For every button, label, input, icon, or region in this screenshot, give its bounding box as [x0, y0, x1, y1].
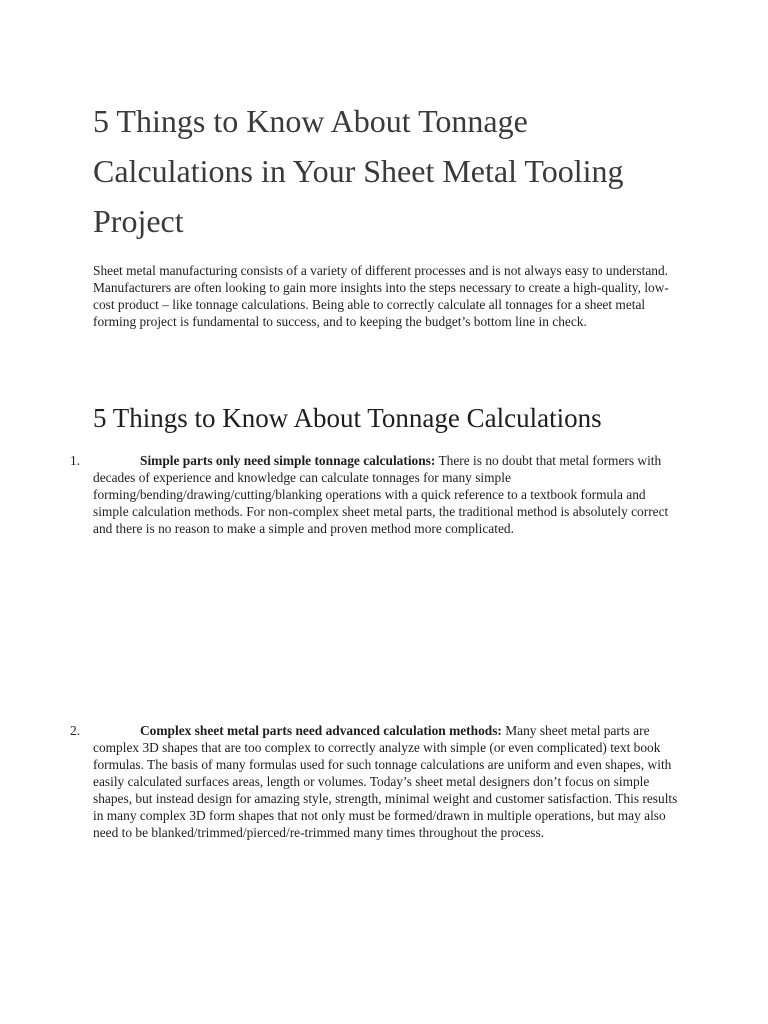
list-item-number: 2.	[70, 723, 81, 738]
list-item-lead: Complex sheet metal parts need advanced calculation methods:	[140, 723, 502, 738]
list-item	[70, 452, 678, 537]
section-heading: 5 Things to Know About Tonnage Calculations	[93, 403, 602, 433]
list-item-lead: Simple parts only need simple tonnage calculations:	[140, 453, 436, 468]
list-item-body: There is no doubt that metal formers with decades of experience and knowledge can calculate tonnages for many simple forming/bending/drawing/cutting/blanking operations with a quick reference to a textbook formula and simple calculation methods. For non-complex sheet metal parts, the traditional method is absolutely correct and there is no reason to make a simple and proven method more complicated.	[93, 453, 669, 536]
page-title: 5 Things to Know About Tonnage Calculations in Your Sheet Metal Tooling Project	[93, 103, 624, 239]
list-item	[70, 722, 678, 841]
list-item-number: 1.	[70, 453, 81, 468]
intro-paragraph: Sheet metal manufacturing consists of a variety of different processes and is not always easy to understand. Manufacturers are often looking to gain more insights into the steps necessary to create a high-quality, low-cost product – like tonnage calculations. Being able to correctly calculate all tonnages for a sheet metal forming project is fundamental to success, and to keeping the budget’s bottom line in check.	[93, 263, 669, 329]
list-item-body: Many sheet metal parts are complex 3D shapes that are too complex to correctly analyze with simple (or even complicated) text book formulas. The basis of many formulas used for such tonnage calculations are uniform and even shapes, with easily calculated surfaces areas, length or volumes. Today’s sheet metal designers don’t focus on simple shapes, but instead design for amazing style, strength, minimal weight and customer satisfaction. This results in many complex 3D form shapes that not only must be formed/drawn in multiple operations, but may also need to be blanked/trimmed/pierced/re-trimmed many times throughout the process.	[93, 723, 678, 840]
